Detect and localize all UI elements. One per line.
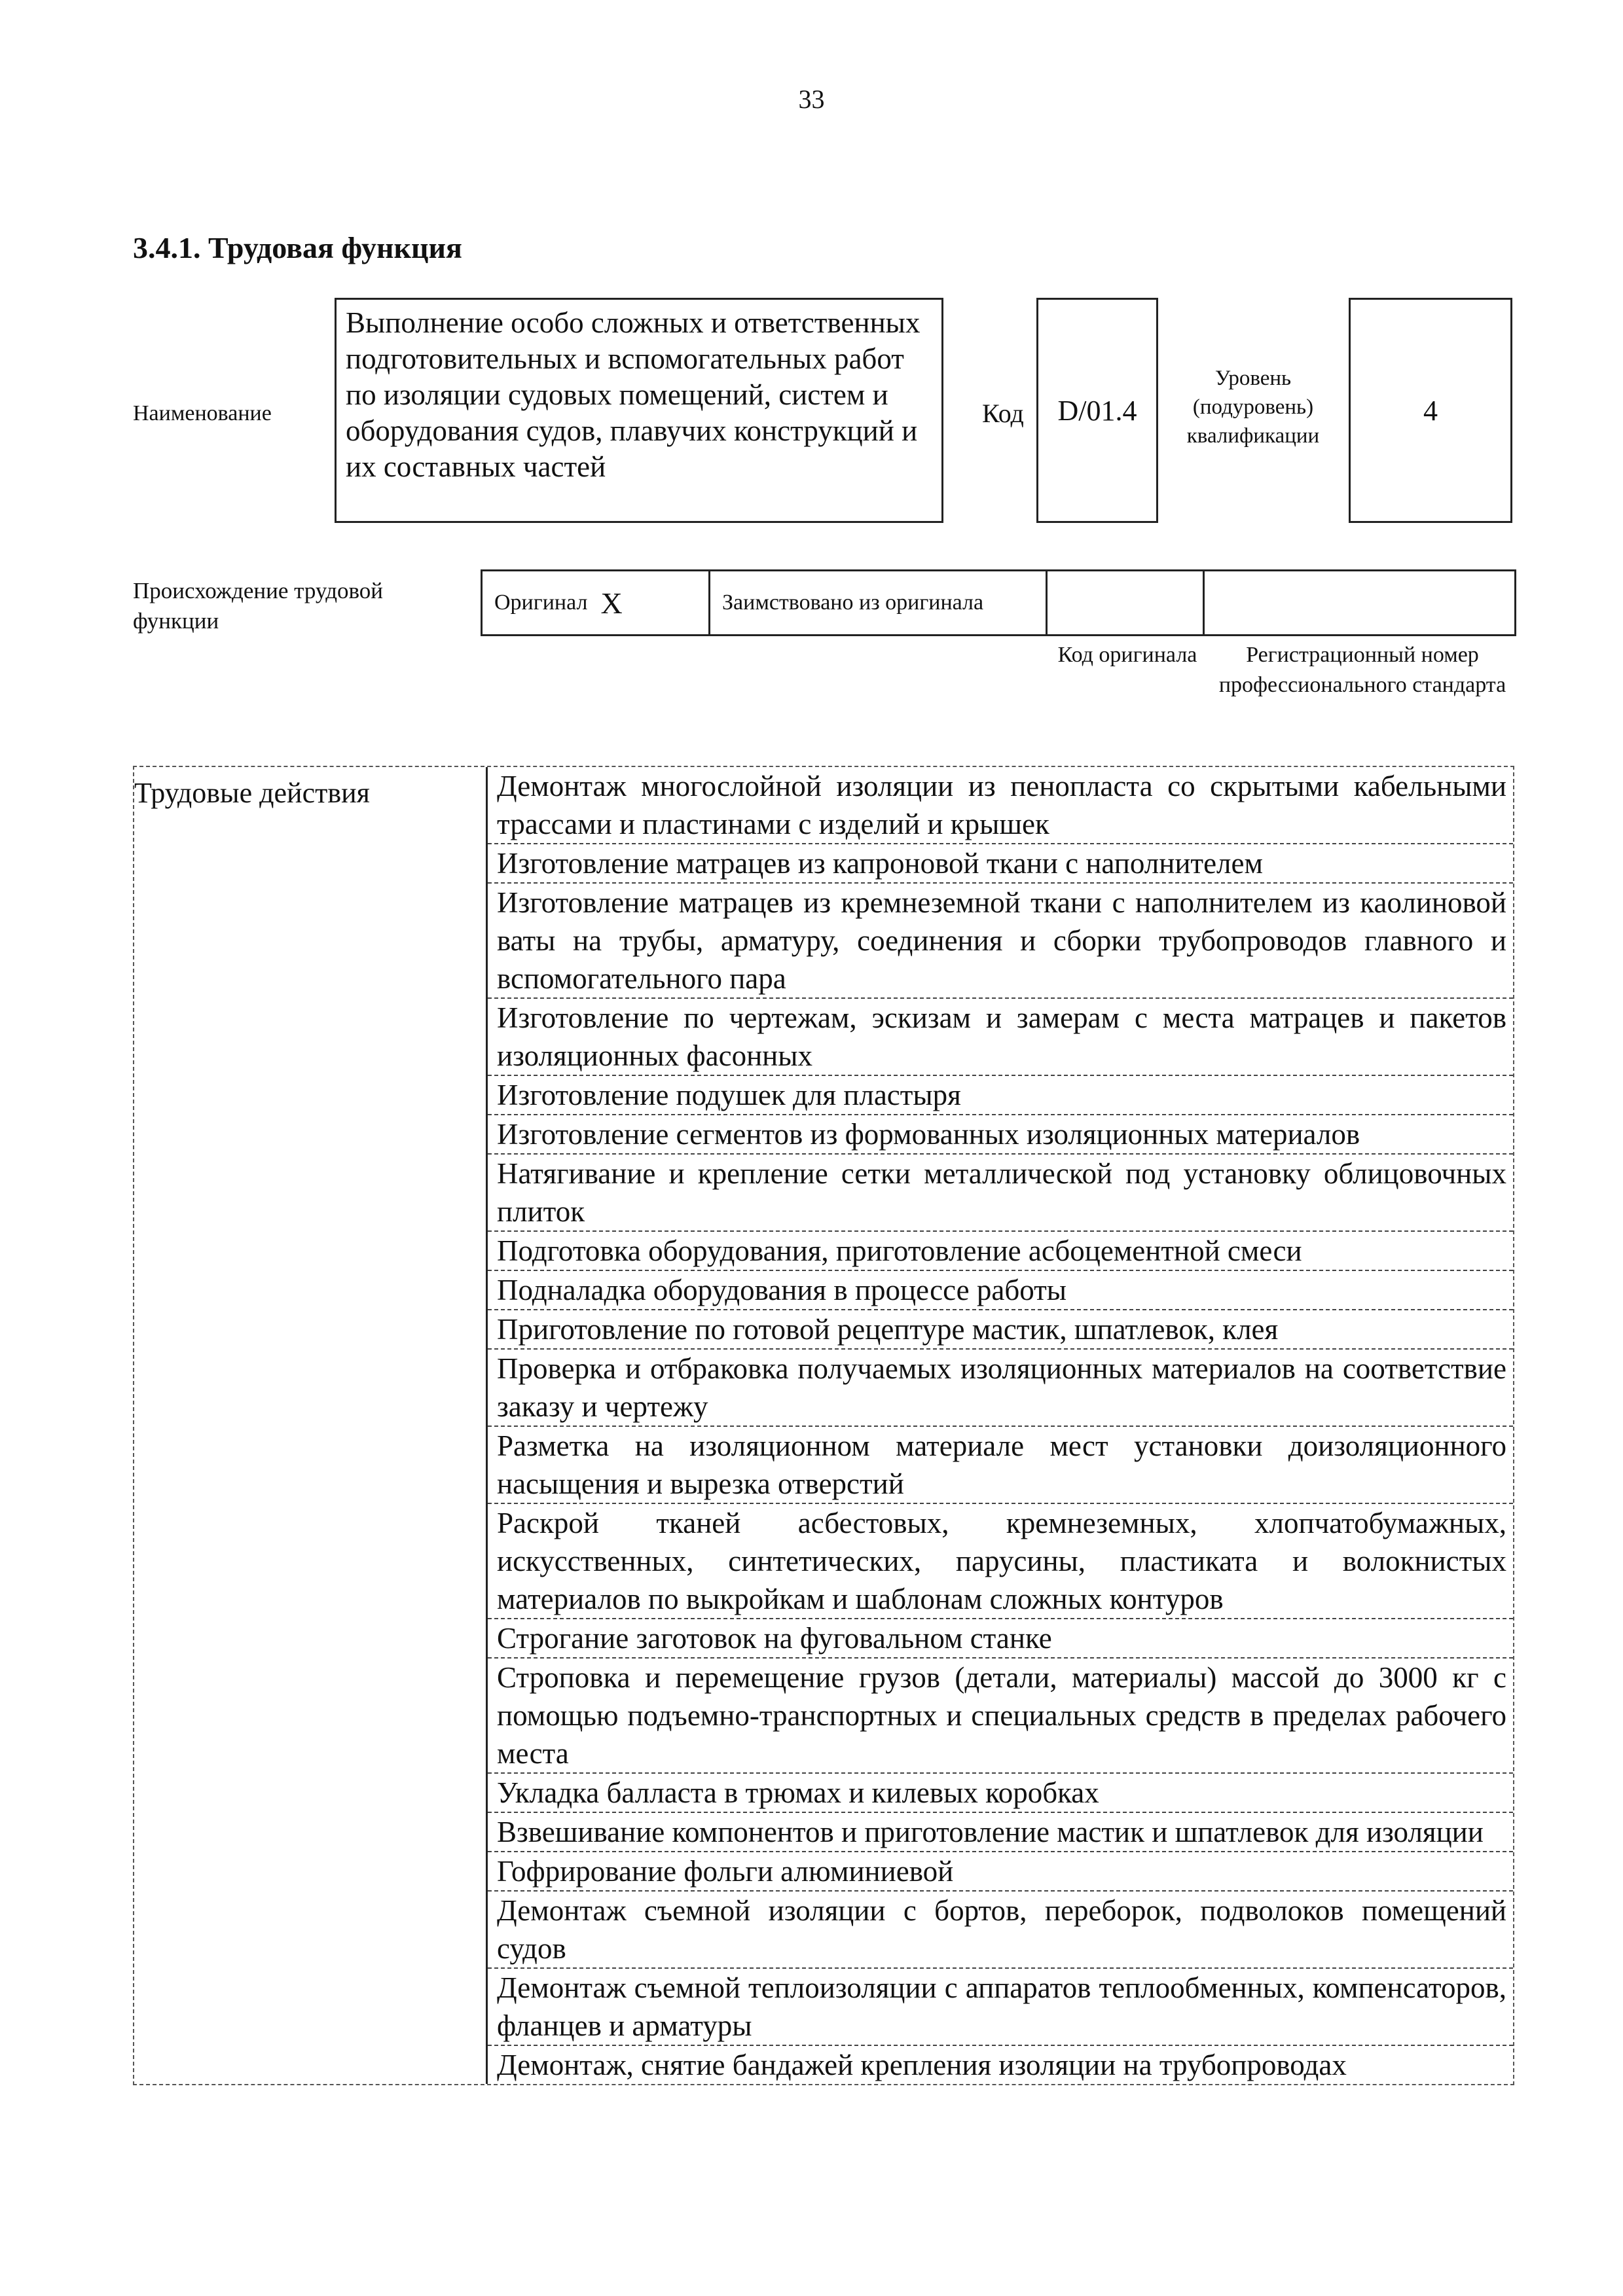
- list-item: Взвешивание компонентов и приготовление мастик и шпатлевок для изоляции: [488, 1813, 1513, 1852]
- section-heading: 3.4.1. Трудовая функция: [133, 231, 462, 264]
- original-code-caption: Код оригинала: [1057, 643, 1197, 667]
- list-item: Изготовление матрацев из кремнеземной ткани с наполнителем из каолиновой ваты на трубы, арматуру, соединения и сборки трубопроводов главного и вспомогательного пара: [488, 884, 1513, 999]
- list-item: Изготовление по чертежам, эскизам и замерам с места матрацев и пакетов изоляционных фасонных: [488, 999, 1513, 1076]
- list-item: Демонтаж, снятие бандажей крепления изоляции на трубопроводах: [497, 2049, 1347, 2081]
- function-code-value: D/01.4: [1036, 298, 1158, 523]
- list-item: Подналадка оборудования в процессе работы: [488, 1271, 1513, 1310]
- list-item: Демонтаж съемной изоляции с бортов, переборок, подволоков помещений судов: [488, 1892, 1513, 1969]
- list-item: Проверка и отбраковка получаемых изоляционных материалов на соответствие заказу и чертежу: [488, 1350, 1513, 1427]
- labor-actions-label: Трудовые действия: [134, 767, 488, 2084]
- list-item: Разметка на изоляционном материале мест установки доизоляционного насыщения и вырезка отверстий: [488, 1427, 1513, 1504]
- borrowed-label: Заимствовано из оригинала: [710, 571, 1048, 634]
- list-item: Строповка и перемещение грузов (детали, материалы) массой до 3000 кг с помощью подъемно-транспортных и специальных средств в пределах рабочего места: [488, 1659, 1513, 1774]
- labor-actions-table: [133, 766, 1514, 2085]
- list-item: Приготовление по готовой рецептуре мастик, шпатлевок, клея: [488, 1310, 1513, 1350]
- origin-label: Происхождение трудовой функции: [133, 578, 384, 634]
- list-item: Демонтаж многослойной изоляции из пенопласта со скрытыми кабельными трассами и пластинами с изделий и крышек: [488, 767, 1513, 844]
- original-mark: X: [600, 586, 623, 620]
- list-item: Изготовление матрацев из капроновой ткани с наполнителем: [488, 844, 1513, 884]
- list-item: Изготовление сегментов из формованных изоляционных материалов: [488, 1115, 1513, 1155]
- registration-number-cell: [1205, 571, 1514, 634]
- name-label: Наименование: [133, 401, 272, 425]
- list-item: Строгание заготовок на фуговальном станке: [488, 1619, 1513, 1659]
- original-label: Оригинал: [494, 590, 588, 615]
- qualification-level-label: Уровень (подуровень) квалификации: [1186, 367, 1320, 448]
- list-item: Гофрирование фольги алюминиевой: [488, 1852, 1513, 1892]
- list-item: Натягивание и крепление сетки металлической под установку облицовочных плиток: [488, 1155, 1513, 1232]
- qualification-level-value: 4: [1349, 298, 1512, 523]
- function-name-value: Выполнение особо сложных и ответственных подготовительных и вспомогательных работ по изоляции судовых помещений, систем и оборудования судов, плавучих конструкций и их составных частей: [335, 298, 943, 523]
- list-item: Подготовка оборудования, приготовление асбоцементной смеси: [488, 1232, 1513, 1271]
- labor-actions-list: [488, 767, 1513, 2084]
- list-item: Изготовление подушек для пластыря: [488, 1076, 1513, 1115]
- original-cell: [483, 571, 710, 634]
- page-number: 33: [798, 84, 825, 114]
- list-item: Раскрой тканей асбестовых, кремнеземных, хлопчатобумажных, искусственных, синтетических, парусины, пластиката и волокнистых материалов по выкройкам и шаблонам сложных контуров: [488, 1504, 1513, 1619]
- code-label: Код: [982, 399, 1024, 428]
- original-code-cell: [1048, 571, 1205, 634]
- list-item: Укладка балласта в трюмах и килевых коробках: [488, 1774, 1513, 1813]
- registration-number-caption: Регистрационный номер профессионального стандарта: [1218, 643, 1506, 697]
- list-item: Демонтаж съемной теплоизоляции с аппаратов теплообменных, компенсаторов, фланцев и арматуры: [488, 1969, 1513, 2046]
- origin-table: [481, 569, 1516, 636]
